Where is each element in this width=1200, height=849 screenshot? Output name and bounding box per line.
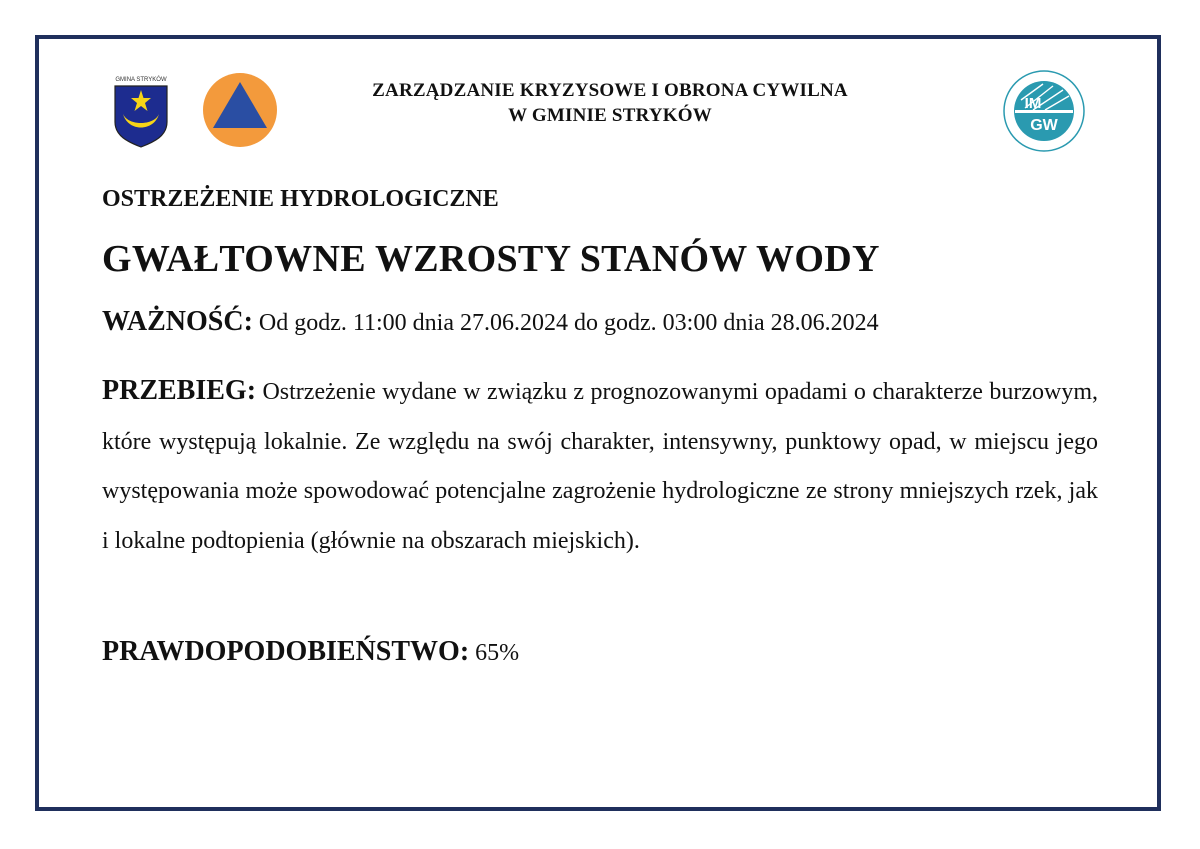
- course-text: Ostrzeżenie wydane w związku z prognozowanymi opadami o charakterze burzowym, które występują lokalnie. Ze względu na swój charakter, intensywny, punktowy opad, w miejscu jego występowania może spowodować potencjalne zagrożenie hydrologiczne ze strony mniejszych rzek, jak i lokalne podtopienia (głównie na obszarach miejskich).: [102, 379, 1099, 554]
- probability-label: PRAWDOPODOBIEŃSTWO:: [102, 636, 470, 667]
- validity-text: Od godz. 11:00 dnia 27.06.2024 do godz. 03:00 dnia 28.06.2024: [258, 310, 879, 336]
- validity-label: WAŻNOŚĆ:: [102, 306, 253, 337]
- warning-type: OSTRZEŻENIE HYDROLOGICZNE: [102, 186, 499, 212]
- imgw-logo-text-bottom: GW: [1030, 117, 1058, 134]
- coat-of-arms-caption: GMINA STRYKÓW: [115, 77, 167, 83]
- header-title: [300, 78, 920, 128]
- course-label: PRZEBIEG:: [102, 375, 257, 406]
- imgw-logo-text-top: IM: [1024, 95, 1042, 112]
- imgw-logo-icon: [1003, 70, 1085, 152]
- header-title-line2: W GMINIE STRYKÓW: [508, 105, 712, 126]
- course-paragraph: [102, 366, 1098, 566]
- warning-headline: GWAŁTOWNE WZROSTY STANÓW WODY: [102, 238, 880, 280]
- civil-defence-triangle-icon: [202, 72, 278, 148]
- probability-row: [102, 636, 519, 668]
- validity-row: [102, 306, 879, 338]
- probability-value: 65%: [475, 640, 520, 666]
- gmina-strykow-coat-of-arms-icon: [110, 74, 172, 148]
- header-title-line1: ZARZĄDZANIE KRYZYSOWE I OBRONA CYWILNA: [372, 80, 848, 101]
